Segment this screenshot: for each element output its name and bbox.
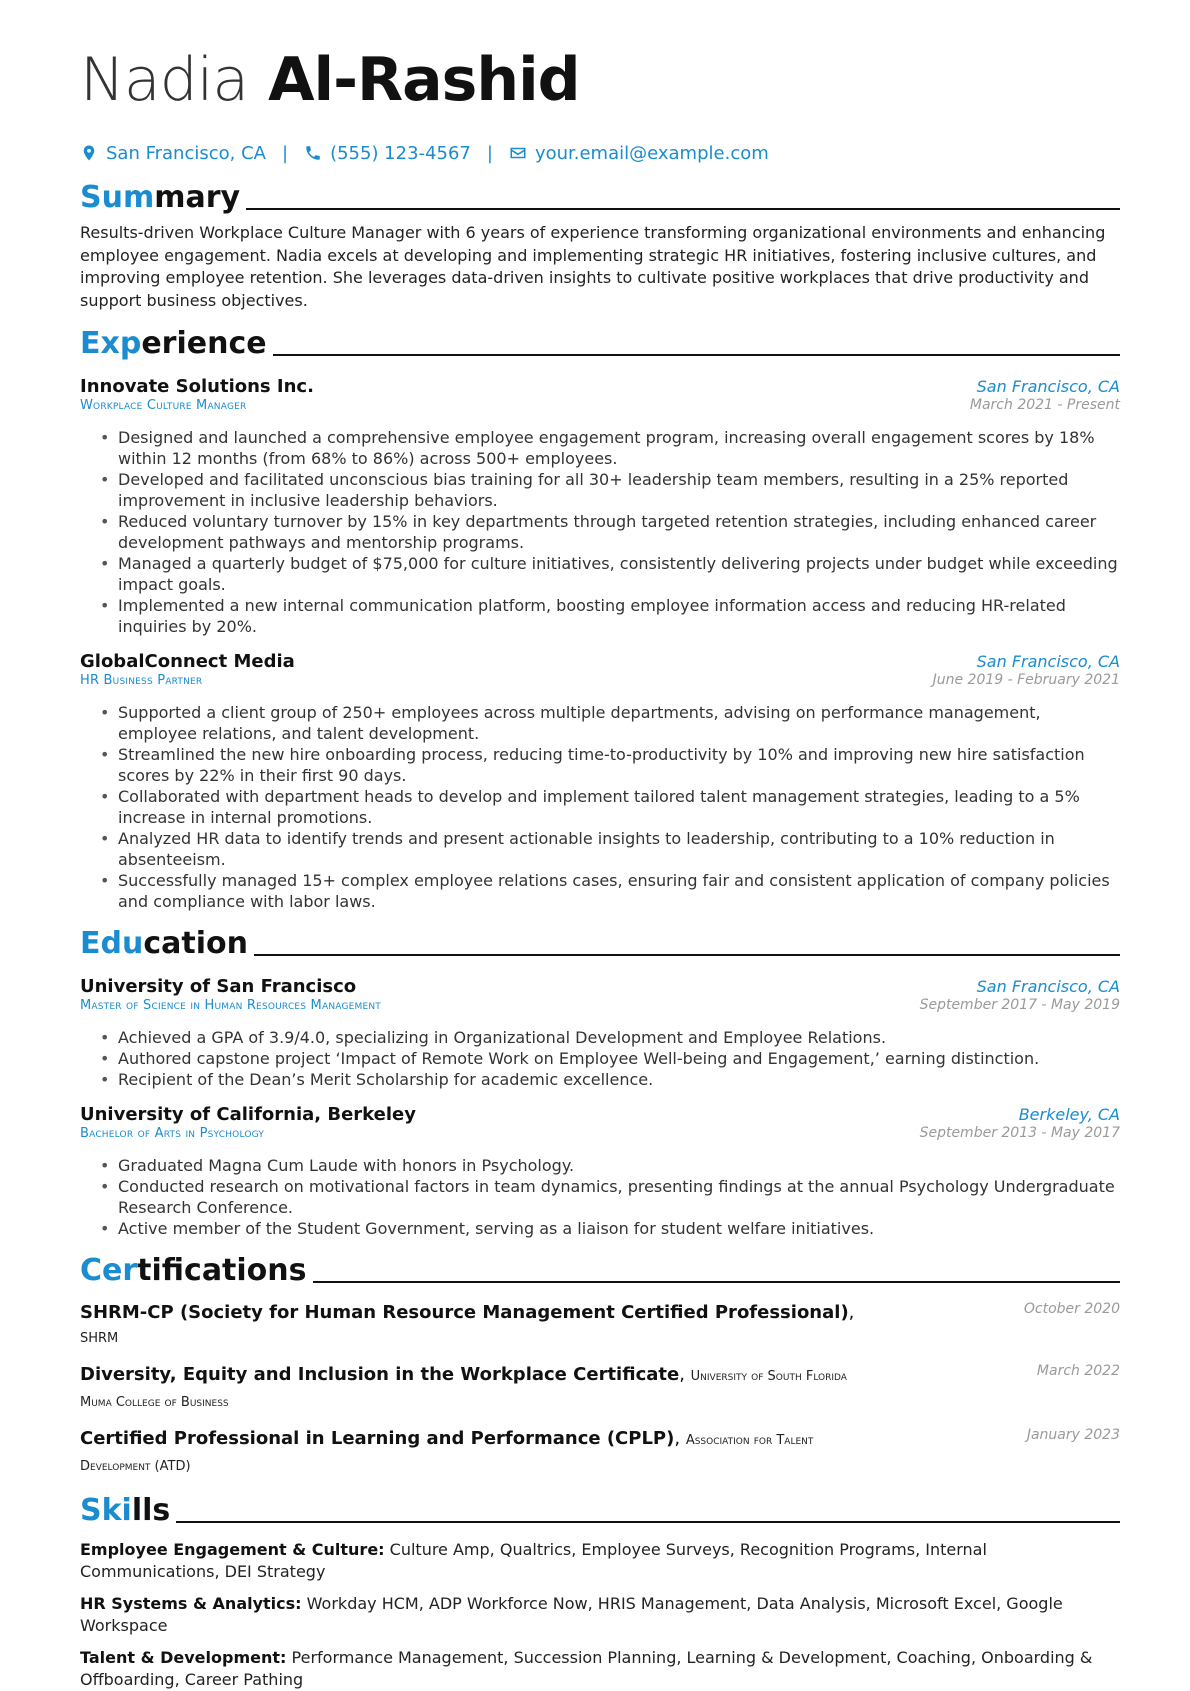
certification-date: October 2020 <box>1023 1301 1120 1317</box>
contact-email[interactable] <box>509 143 769 164</box>
employer-location: San Francisco, CA <box>976 652 1120 671</box>
bullet-item: • Authored capstone project ‘Impact of Remote Work on Employee Well-being and Engagement,’ earning distinction. <box>100 1048 1120 1069</box>
experience-entry <box>80 651 1120 912</box>
certification-title: Diversity, Equity and Inclusion in the Workplace Certificate <box>80 1364 680 1385</box>
experience-heading <box>80 326 1120 362</box>
certifications-title-accent: Cer <box>80 1253 138 1288</box>
contact-bar <box>80 140 1120 166</box>
skills-title-accent: Ski <box>80 1493 132 1528</box>
certification-issuer: Association for Talent Development (ATD) <box>80 1433 814 1474</box>
employer-name: GlobalConnect Media <box>80 651 295 672</box>
certifications-title <box>80 1253 307 1289</box>
education-entry <box>80 1104 1120 1239</box>
candidate-name <box>80 40 1120 120</box>
bullet-item: • Designed and launched a comprehensive employee engagement program, increasing overall engagement scores by 18% within 12 months (from 68% to 86%) across 500+ employees. <box>100 427 1120 469</box>
education-bullets <box>80 1027 1120 1090</box>
certifications-title-rest: tifications <box>137 1253 307 1288</box>
contact-separator: | <box>486 142 493 164</box>
summary-title-rest: mary <box>154 180 241 215</box>
job-title: HR Business Partner <box>80 673 203 688</box>
skill-group <box>80 1647 1120 1691</box>
education-title <box>80 926 248 962</box>
school-dates: September 2013 - May 2017 <box>919 1125 1120 1141</box>
phone-text: (555) 123-4567 <box>330 142 471 164</box>
certification-date: March 2022 <box>1036 1363 1120 1379</box>
school-location: Berkeley, CA <box>1018 1105 1120 1124</box>
employer-location: San Francisco, CA <box>976 377 1120 396</box>
certifications-heading <box>80 1253 1120 1289</box>
contact-location <box>80 143 266 164</box>
skills-heading <box>80 1493 1120 1529</box>
certification-item: SHRM-CP (Society for Human Resource Management Certified Professional), SHRM October 2020 <box>80 1301 1120 1346</box>
education-heading <box>80 926 1120 962</box>
section-rule <box>313 1281 1120 1283</box>
summary-title <box>80 180 240 216</box>
school-name: University of San Francisco <box>80 976 357 997</box>
envelope-icon <box>509 144 527 162</box>
summary-text: Results-driven Workplace Culture Manager with 6 years of experience transforming organizational environments and enhancing employee engagement. Nadia excels at developing and implementing strategic HR initiatives, fostering inclusive cultures, and improving employee retention. She leverages data-driven insights to cultivate positive workplaces that drive productivity and support business objectives. <box>80 223 1106 310</box>
education-title-accent: Edu <box>80 926 144 961</box>
first-name: Nadia <box>80 45 249 115</box>
certification-date: January 2023 <box>1026 1427 1120 1443</box>
education-entry <box>80 976 1120 1090</box>
school-dates: September 2017 - May 2019 <box>919 997 1120 1013</box>
bullet-item: • Graduated Magna Cum Laude with honors in Psychology. <box>100 1155 1120 1176</box>
bullet-item: • Achieved a GPA of 3.9/4.0, specializing in Organizational Development and Employee Relations. <box>100 1027 1120 1048</box>
job-title: Workplace Culture Manager <box>80 398 247 413</box>
experience-title-accent: Exp <box>80 326 142 361</box>
bullet-item: • Developed and facilitated unconscious bias training for all 30+ leadership team members, resulting in a 25% reported improvement in inclusive leadership behaviors. <box>100 469 1120 511</box>
section-rule <box>176 1521 1120 1523</box>
bullet-item: • Collaborated with department heads to develop and implement tailored talent management strategies, leading to a 5% increase in internal promotions. <box>100 786 1120 828</box>
education-title-rest: cation <box>143 926 248 961</box>
certification-item: Diversity, Equity and Inclusion in the Workplace Certificate, University of South Florida Muma College of Business March 2022 <box>80 1363 1120 1410</box>
bullet-item: • Analyzed HR data to identify trends and present actionable insights to leadership, contributing to a 10% reduction in absenteeism. <box>100 828 1120 870</box>
bullet-item: • Streamlined the new hire onboarding process, reducing time-to-productivity by 10% and improving new hire satisfaction scores by 22% in their first 90 days. <box>100 744 1120 786</box>
job-bullets <box>80 702 1120 912</box>
degree: Bachelor of Arts in Psychology <box>80 1126 265 1141</box>
school-location: San Francisco, CA <box>976 977 1120 996</box>
bullet-item: • Recipient of the Dean’s Merit Scholarship for academic excellence. <box>100 1069 1120 1090</box>
skill-group <box>80 1539 1120 1583</box>
certification-issuer: SHRM <box>80 1331 119 1346</box>
section-rule <box>254 954 1120 956</box>
degree: Master of Science in Human Resources Management <box>80 998 382 1013</box>
last-name: Al-Rashid <box>268 45 580 115</box>
certification-issuer: University of South Florida Muma College of Business <box>80 1369 847 1410</box>
bullet-item: • Active member of the Student Government, serving as a liaison for student welfare initiatives. <box>100 1218 1120 1239</box>
summary-heading <box>80 180 1120 216</box>
skill-values: Workday HCM, ADP Workforce Now, HRIS Management, Data Analysis, Microsoft Excel, Google Workspace <box>80 1594 1063 1635</box>
bullet-item: • Managed a quarterly budget of $75,000 for culture initiatives, consistently delivering projects under budget while exceeding impact goals. <box>100 553 1120 595</box>
skill-group <box>80 1593 1120 1637</box>
summary-title-accent: Sum <box>80 180 155 215</box>
experience-title <box>80 326 267 362</box>
bullet-item: • Successfully managed 15+ complex employee relations cases, ensuring fair and consistent application of company policies and compliance with labor laws. <box>100 870 1120 912</box>
certification-title: Certified Professional in Learning and Performance (CPLP) <box>80 1428 675 1449</box>
education-bullets <box>80 1155 1120 1239</box>
bullet-item: • Supported a client group of 250+ employees across multiple departments, advising on performance management, employee relations, and talent development. <box>100 702 1120 744</box>
employer-name: Innovate Solutions Inc. <box>80 376 314 397</box>
phone-icon <box>304 144 322 162</box>
certification-title: SHRM-CP (Society for Human Resource Management Certified Professional) <box>80 1302 849 1323</box>
contact-separator: | <box>281 142 289 164</box>
bullet-item: • Implemented a new internal communication platform, boosting employee information access and reducing HR-related inquiries by 20%. <box>100 595 1120 637</box>
certification-item: Certified Professional in Learning and Performance (CPLP), Association for Talent Development (ATD) January 2023 <box>80 1427 1120 1474</box>
skills-title <box>80 1493 170 1529</box>
skills-title-rest: lls <box>131 1493 171 1528</box>
email-link: your.email@example.com <box>534 142 769 164</box>
skill-label: Employee Engagement & Culture: <box>80 1540 385 1559</box>
resume-page <box>80 40 1120 1691</box>
skill-values: Culture Amp, Qualtrics, Employee Surveys, Recognition Programs, Internal Communications, DEI Strategy <box>80 1540 987 1581</box>
job-dates: March 2021 - Present <box>969 397 1120 413</box>
skill-label: Talent & Development: <box>80 1648 287 1667</box>
job-bullets <box>80 427 1120 637</box>
skill-values: Performance Management, Succession Planning, Learning & Development, Coaching, Onboarding & Offboarding, Career Pathing <box>80 1648 1093 1689</box>
job-dates: June 2019 - February 2021 <box>932 672 1120 688</box>
contact-phone[interactable] <box>304 143 471 164</box>
experience-title-rest: erience <box>141 326 267 361</box>
bullet-item: • Reduced voluntary turnover by 15% in key departments through targeted retention strategies, including enhanced career development pathways and mentorship programs. <box>100 511 1120 553</box>
map-pin-icon <box>80 144 98 162</box>
section-rule <box>273 354 1120 356</box>
experience-entry <box>80 376 1120 637</box>
section-rule <box>246 208 1120 210</box>
bullet-item: • Conducted research on motivational factors in team dynamics, presenting findings at the annual Psychology Undergraduate Research Conference. <box>100 1176 1120 1218</box>
skill-label: HR Systems & Analytics: <box>80 1594 302 1613</box>
location-text: San Francisco, CA <box>106 142 266 164</box>
school-name: University of California, Berkeley <box>80 1104 416 1125</box>
